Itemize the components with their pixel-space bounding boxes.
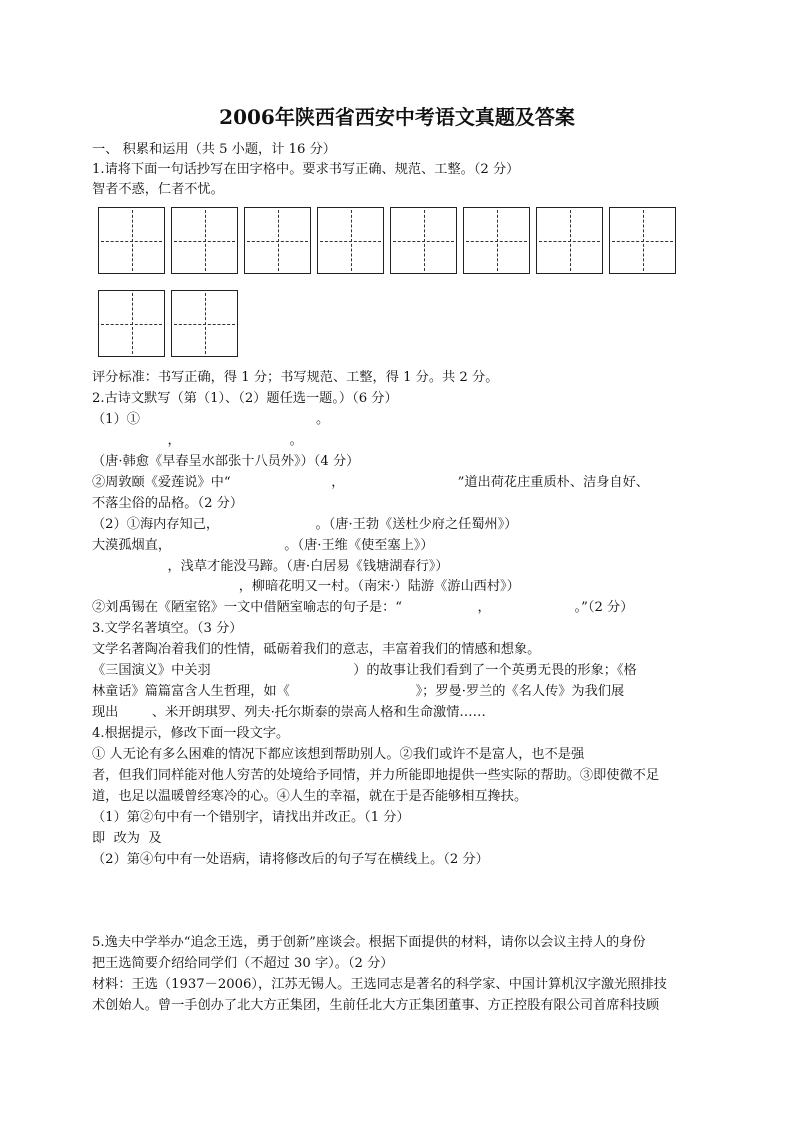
grid-cell [463, 207, 530, 274]
material-text: 材料：王选（1937－2006），江苏无锡人。王选同志是著名的科学家、中国计算机汉字激光照排技 [92, 977, 667, 992]
blank-line: （1）① 。 [92, 412, 330, 427]
answer-line: 即 改为 及 [92, 831, 162, 846]
text-line: ，柳暗花明又一村。（南宋·）陆游《游山西村》） [92, 579, 520, 594]
grid-cell [171, 290, 238, 357]
document-title: 2006年陕西省西安中考语文真题及答案 [219, 105, 575, 129]
text-line: ，浅草才能没马蹄。（唐·白居易《钱塘湖春行》） [92, 559, 449, 574]
grid-cell [244, 207, 311, 274]
text-line: 《三国演义》中关羽 ）的故事让我们看到了一个英勇无畏的形象；《格 [92, 663, 637, 678]
grid-cell [98, 207, 165, 274]
text-line: （1）第②句中有一个错别字，请找出并改正。（1 分） [92, 810, 410, 825]
copy-sentence: 智者不惑，仁者不忧。 [92, 182, 224, 197]
question-2: 2.古诗文默写（第（1）、（2）题任选一题。）（6 分） [92, 391, 398, 406]
text-line: ②周敦颐《爱莲说》中“ ， ”道出荷花庄重质朴、洁身自好、 [92, 475, 649, 490]
text-line: 文学名著陶冶着我们的性情，砥砺着我们的意志，丰富着我们的情感和想象。 [92, 642, 541, 657]
text-line: 道，也足以温暖曾经寒冷的心。④人生的幸福，就在于是否能够相互搀扶。 [92, 789, 528, 804]
grid-cell [536, 207, 603, 274]
question-5: 5.逸夫中学举办“追念王选，勇于创新”座谈会。根据下面提供的材料，请你以会议主持人的身份 [92, 935, 646, 950]
question-3: 3.文学名著填空。（3 分） [92, 621, 243, 636]
text-line: （2）①海内存知己， 。（唐·王勃《送杜少府之任蜀州》） [92, 517, 518, 532]
text-line: 不落尘俗的品格。（2 分） [92, 496, 244, 511]
text-line: 把王选简要介绍给同学们（不超过 30 字）。（2 分） [92, 956, 394, 971]
grid-cell [317, 207, 384, 274]
question-1: 1.请将下面一句话抄写在田字格中。要求书写正确、规范、工整。（2 分） [92, 162, 520, 177]
blank-line: ， 。 [92, 433, 303, 448]
text-line: （2）第④句中有一处语病，请将修改后的句子写在横线上。（2 分） [92, 852, 489, 867]
text-line: 大漠孤烟直， 。（唐·王维《使至塞上》） [92, 538, 434, 553]
grid-cell [171, 207, 238, 274]
text-line: 林童话》篇篇富含人生哲理，如《 》；罗曼·罗兰的《名人传》为我们展 [92, 684, 625, 699]
text-line: 者，但我们同样能对他人穷苦的处境给予同情，并力所能即地提供一些实际的帮助。③即使微不足 [92, 768, 660, 783]
grid-cell [609, 207, 676, 274]
material-text: 术创始人。曾一手创办了北大方正集团，生前任北大方正集团董事、方正控股有限公司首席科技顾 [92, 998, 660, 1013]
section-heading: 一、 积累和运用（共 5 小题，计 16 分） [92, 142, 336, 157]
text-line: 现出 、米开朗琪罗、列夫·托尔斯泰的崇高人格和生命激情…… [92, 705, 486, 720]
text-line: ① 人无论有多么困难的情况下都应该想到帮助别人。②我们或许不是富人，也不是强 [92, 747, 585, 762]
scoring-standard: 评分标准：书写正确，得 1 分；书写规范、工整，得 1 分。共 2 分。 [92, 370, 499, 385]
grid-cell [390, 207, 457, 274]
poem-source: （唐·韩愈《早春呈水部张十八员外》）（4 分） [92, 454, 360, 469]
text-line: ②刘禹锡在《陋室铭》一文中借陋室喻志的句子是：“ ， 。”（2 分） [92, 600, 634, 615]
question-4: 4.根据提示，修改下面一段文字。 [92, 726, 290, 741]
grid-cell [98, 290, 165, 357]
